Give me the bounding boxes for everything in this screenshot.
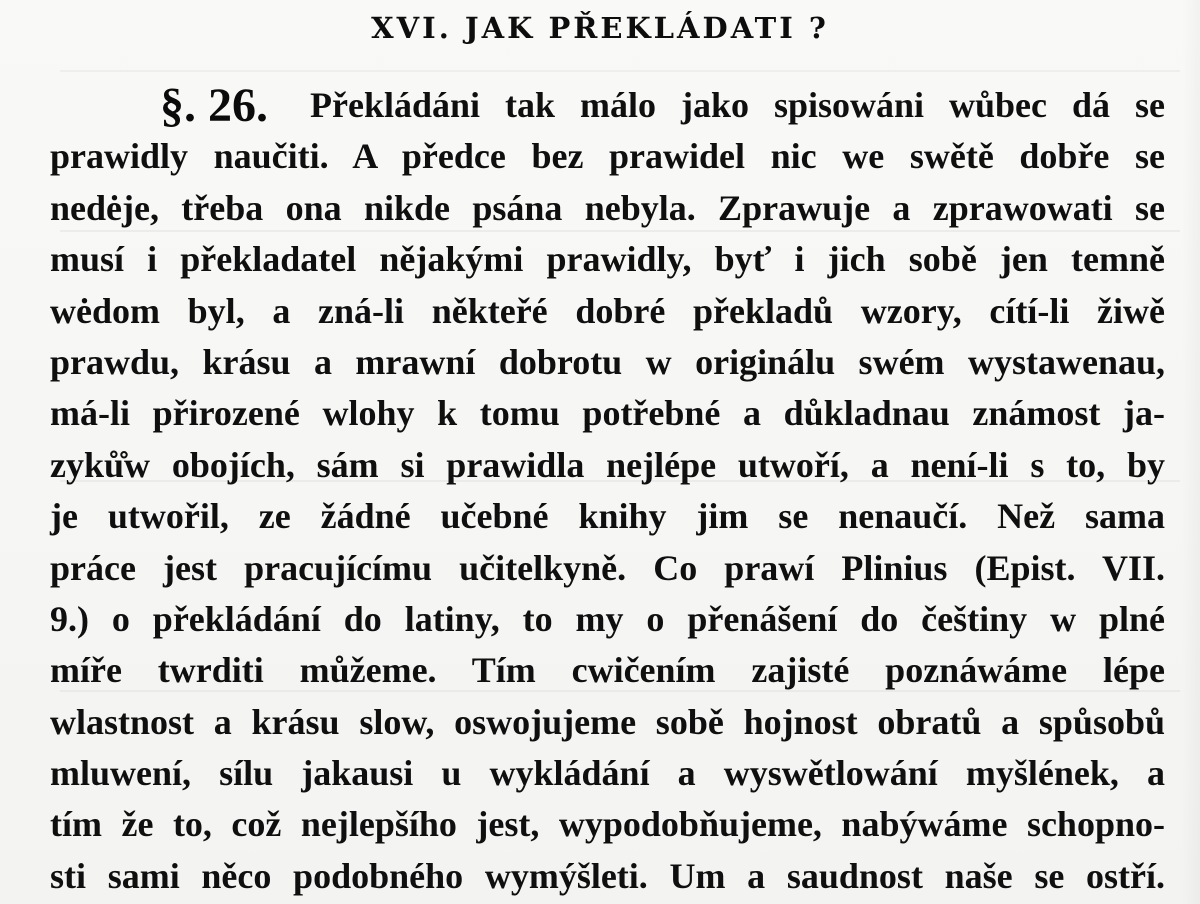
- text-line: sti sami něco podobného wymýšleti. Um a saudnost naše se ostří.: [50, 855, 1165, 896]
- text-line: je utwořil, ze žádné učebné knihy jim se nenaučí. Než sama: [50, 496, 1165, 537]
- text-line: wėdom byl, a zná-li někteřé dobré překladů wzory, cítí-li žiwě: [50, 290, 1165, 331]
- text-line: mluwení, sílu jakausi u wykládání a wyswětlowání myšlének, a: [50, 753, 1165, 794]
- section-heading: XVI. JAK PŘEKLÁDATI ?: [371, 11, 829, 45]
- text-line: musí i překladatel nějakými prawidly, byť i jich sobě jen temně: [50, 239, 1165, 280]
- text-line: prawdu, krásu a mrawní dobrotu w originálu swém wystawenau,: [50, 341, 1165, 382]
- text-line: wlastnost a krásu slow, oswojujeme sobě hojnost obratů a spůsobů: [50, 701, 1165, 742]
- text-line: prawidly naučiti. A předce bez prawidel nic we swětě dobře se: [50, 136, 1165, 177]
- section-number: §. 26.: [160, 79, 268, 132]
- paragraph: [50, 80, 1165, 902]
- text-line: práce jest pracujícímu učitelkyně. Co prawí Plinius (Epist. VII.: [50, 547, 1165, 588]
- text-line: nedėje, třeba ona nikde psána nebyla. Zprawuje a zprawowati se: [50, 187, 1165, 228]
- text-line: zyků̊w obojích, sám si prawidla nejlépe utwoří, a není-li s to, by: [50, 444, 1165, 485]
- bleed-through-line: [60, 70, 1180, 72]
- text-line: 9.) o překládání do latiny, to my o přenášení do češtiny w plné: [50, 598, 1165, 639]
- text-line: Překládáni tak málo jako spisowáni wůbec dá se: [310, 85, 1165, 125]
- text-line: má-li přirozené wlohy k tomu potřebné a důkladnau známost ja-: [50, 393, 1165, 434]
- text-line: tím že to, což nejlepšího jest, wypodobňujeme, nabýwáme schopno-: [50, 804, 1165, 845]
- text-line: míře twrditi můžeme. Tím cwičením zajisté poznáwáme lépe: [50, 650, 1165, 691]
- page-edge-shadow: [1182, 0, 1200, 904]
